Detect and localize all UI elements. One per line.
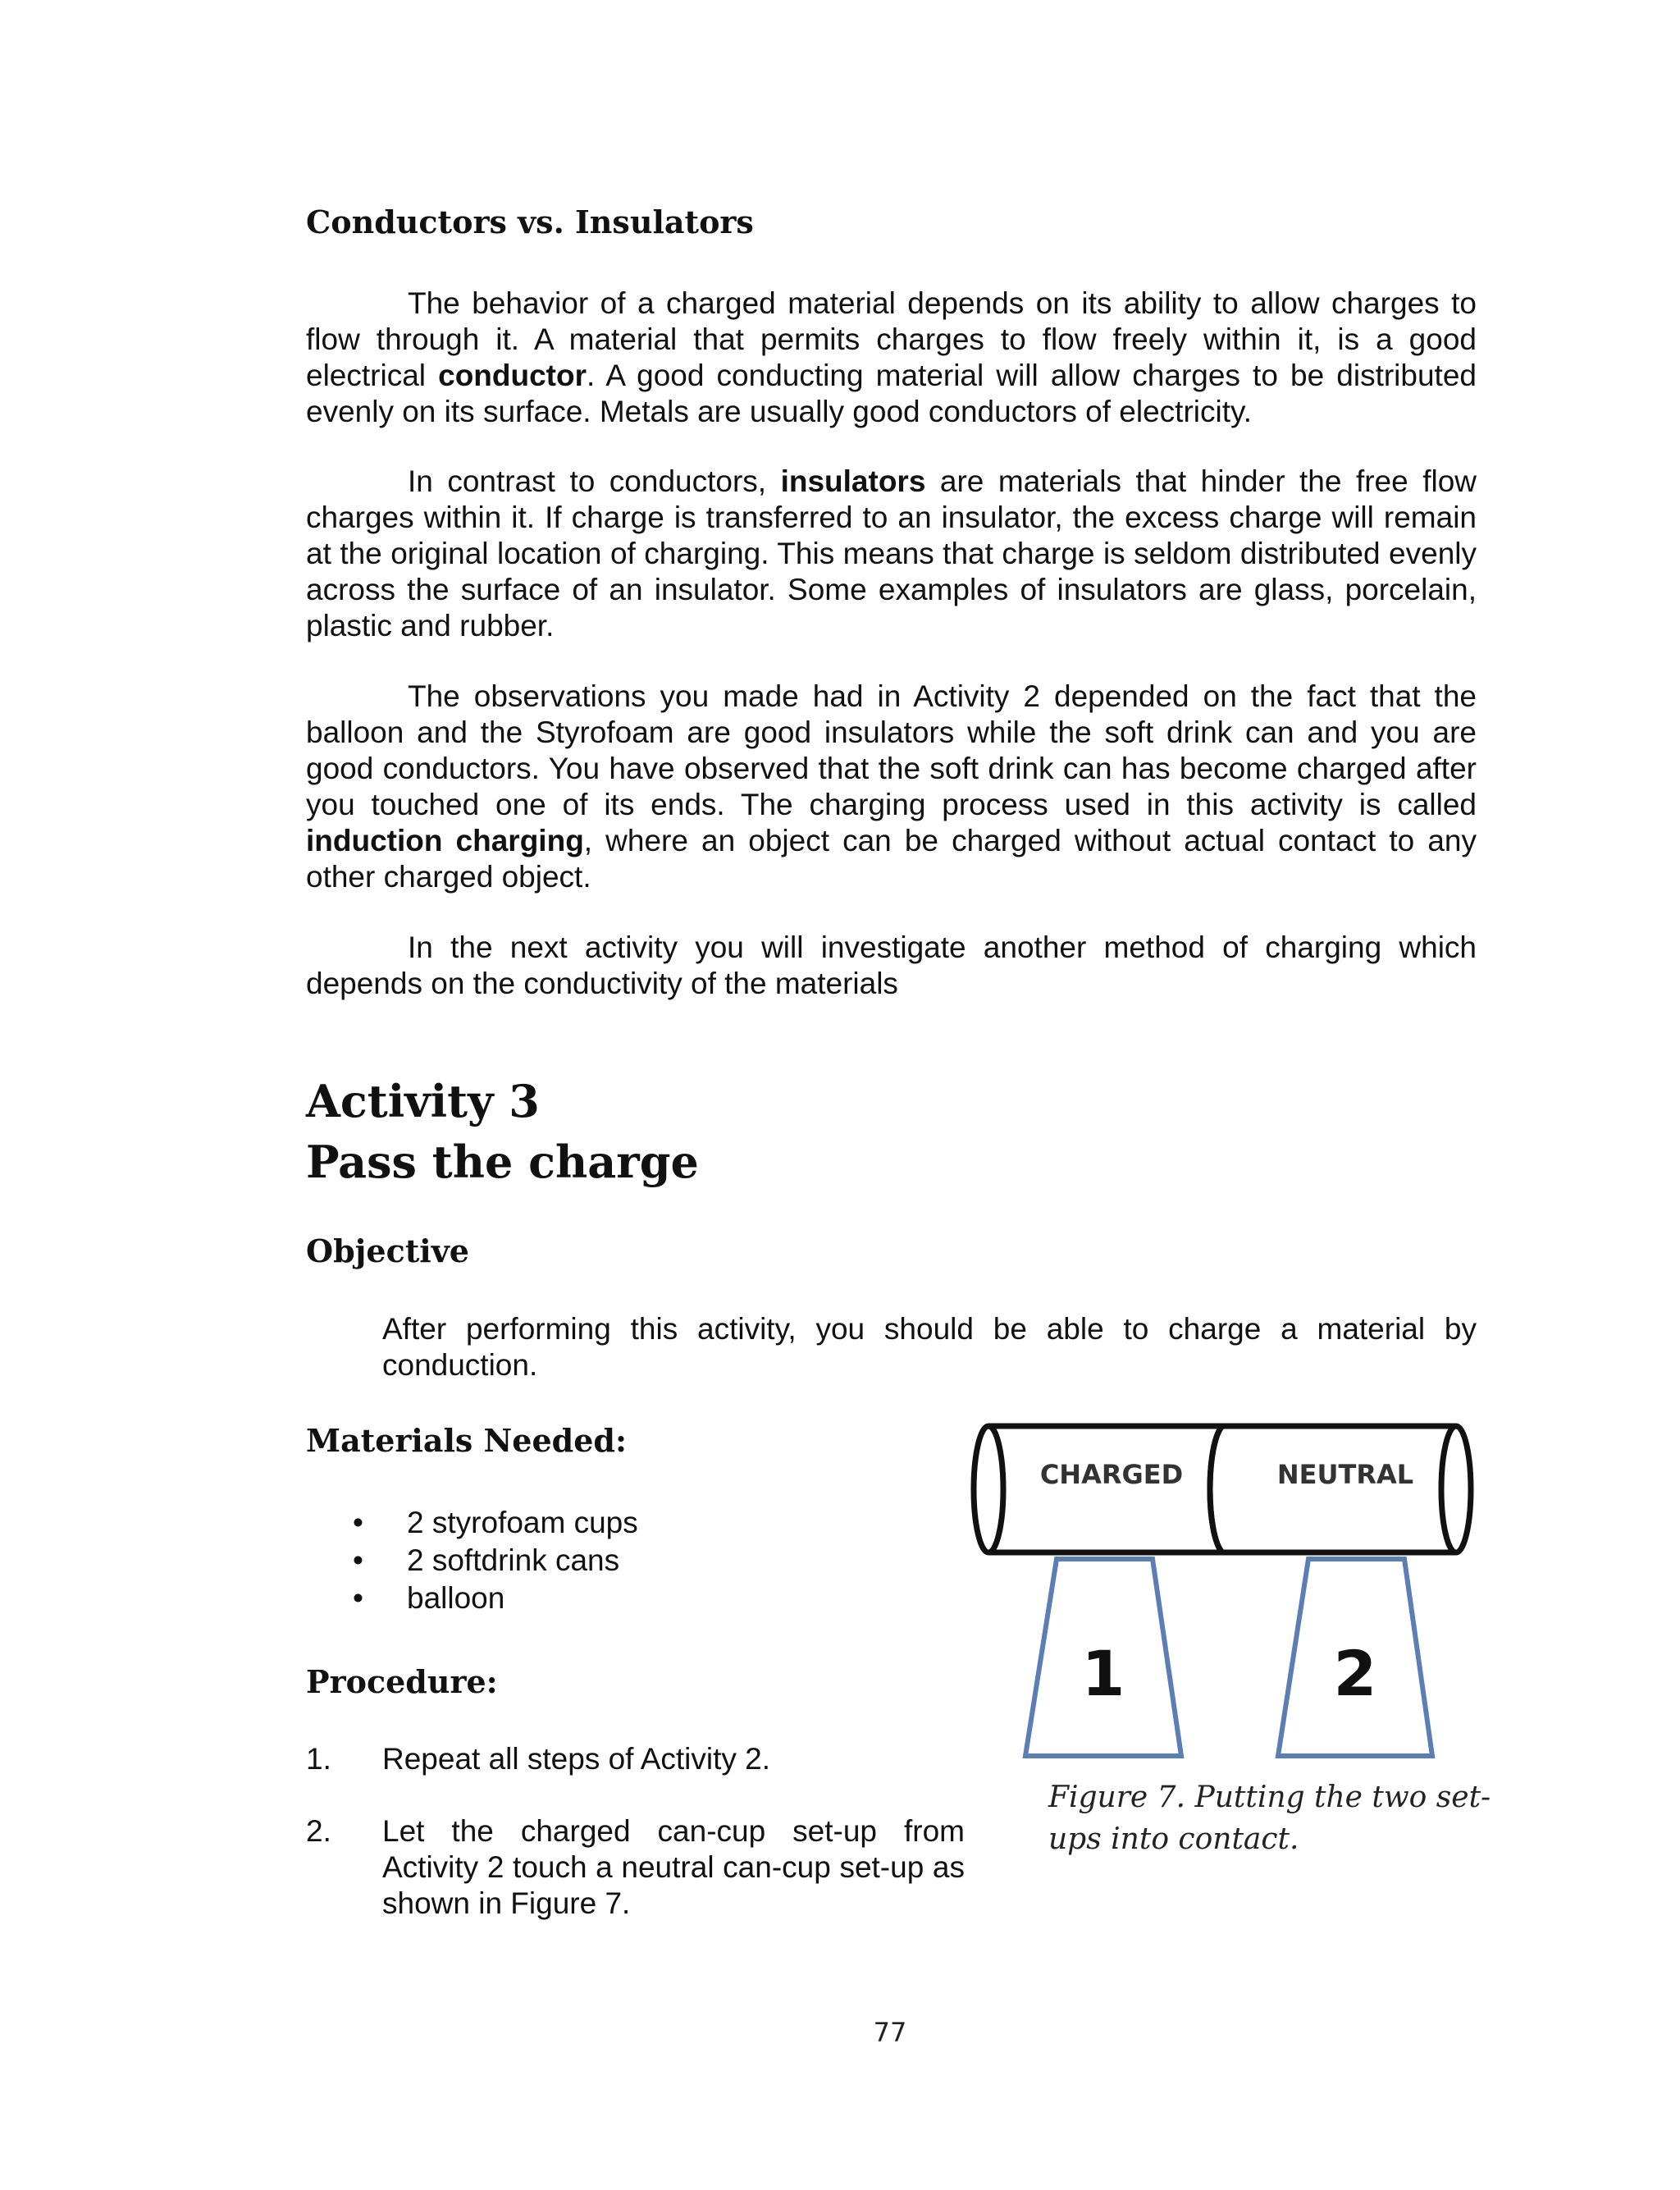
p4-text: In the next activity you will investigate another method of charging which depends on the conductivity of the materials <box>306 930 1477 1000</box>
can-end-left <box>1210 1426 1222 1552</box>
term-induction-charging: induction charging <box>306 824 584 857</box>
objective-heading: Objective <box>306 1232 469 1269</box>
p1-text-a: The behavior of a charged material depends on its ability to allow charges to flow through it. A material that permits charges to flow freely within it, is a good electrical <box>306 286 1477 392</box>
bullet: • <box>353 1543 363 1577</box>
materials-heading: Materials Needed: <box>306 1422 627 1459</box>
paragraph-next-activity <box>306 930 1477 1002</box>
page-number: 77 <box>873 2017 907 2048</box>
figure-caption: Figure 7. Putting the two set-ups into contact. <box>1048 1781 1491 1856</box>
list-item <box>353 1542 638 1580</box>
p2-text-a: In contrast to conductors, <box>408 464 781 498</box>
paragraph-insulators <box>306 464 1477 644</box>
objective-text: After performing this activity, you should be able to charge a material by conduction. <box>382 1312 1477 1382</box>
cup-number-1: 1 <box>1081 1637 1125 1710</box>
procedure-step-number: 1. <box>306 1742 331 1776</box>
material-item: 2 softdrink cans <box>407 1543 620 1577</box>
paragraph-conductors <box>306 286 1477 430</box>
material-item: balloon <box>407 1581 505 1615</box>
activity-title: Pass the charge <box>306 1136 699 1188</box>
p1-text-b: . A good conducting material will allow charges to be distributed evenly on its surface. Metals are usually good conductors of electricity. <box>306 359 1477 428</box>
p2-text-b: are materials that hinder the free flow charges within it. If charge is transferred to an insulator, the excess charge will remain at the original location of charging. This means that charge is seldom distributed evenly across the surface of an insulator. Some examples of insulators are glass, porcelain, plastic and rubber. <box>306 464 1477 642</box>
procedure-step-number: 2. <box>306 1814 331 1848</box>
bullet: • <box>353 1506 363 1539</box>
term-insulators: insulators <box>780 464 926 498</box>
term-conductor: conductor <box>438 359 587 392</box>
materials-list <box>353 1504 638 1617</box>
figure-7 <box>960 1420 1485 1764</box>
can-end-right <box>1441 1426 1471 1552</box>
procedure-step-text: Repeat all steps of Activity 2. <box>382 1742 771 1776</box>
p3-text-b: , where an object can be charged without actual contact to any other charged object. <box>306 824 1477 894</box>
procedure-step-text: Let the charged can-cup set-up from Activity 2 touch a neutral can-cup set-up as shown in Figure 7. <box>382 1814 965 1920</box>
list-item <box>353 1580 638 1617</box>
can-label-charged: CHARGED <box>1039 1459 1184 1490</box>
list-item <box>353 1504 638 1542</box>
can-end-left <box>974 1426 1003 1552</box>
procedure-heading: Procedure: <box>306 1663 498 1700</box>
cup-number-2: 2 <box>1333 1637 1377 1710</box>
p3-text-a: The observations you made had in Activity 2 depended on the fact that the balloon and the Styrofoam are good insulators while the soft drink can and you are good conductors. You have observed that the soft drink can has become charged after you touched one of its ends. The charging process used in this activity is called <box>306 679 1477 821</box>
can-label-neutral: NEUTRAL <box>1276 1459 1414 1490</box>
material-item: 2 styrofoam cups <box>407 1506 638 1539</box>
paragraph-observations <box>306 679 1477 895</box>
bullet: • <box>353 1581 363 1615</box>
activity-number: Activity 3 <box>306 1075 540 1127</box>
section-heading: Conductors vs. Insulators <box>306 203 754 240</box>
